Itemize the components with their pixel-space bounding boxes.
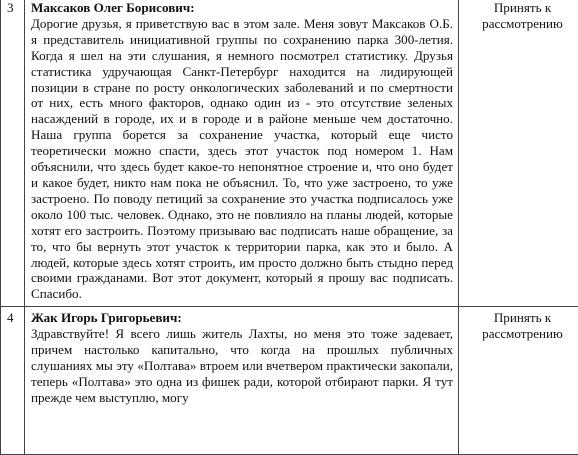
- speech-cell: [25, 307, 459, 455]
- speech-text: Здравствуйте! Я всего лишь житель Лахты, но меня это тоже задевает, причем настолько капитально, что когда на прошлых публичных слушаниях мы эту «Полтава» втроем или вчетвером практически закопали, теперь «Полтава» это одна из фишек ради, которой отбирают парки. Я тут прежде чем выступлю, могу: [31, 326, 453, 406]
- speaker-name: Максаков Олег Борисович:: [31, 0, 453, 16]
- speech-text: Дорогие друзья, я приветствую вас в этом зале. Меня зовут Максаков О.Б. я представитель инициативной группы по сохранению парка 300-летия. Когда я шел на эти слушания, я немного посмотрел статистику. Друзья статистика удручающая Санкт-Петербург находится на лидирующей позиции в стране по росту онкологических заболеваний и по смертности от них, есть много факторов, однако один из - это отсутствие зеленых насаждений в городе, их и в городе и в районе меньше чем достаточно. Наша группа борется за сохранение участка, который еще чисто теоретически можно спасти, здесь этот участок под номером 1. Нам объяснили, что здесь будет какое-то непонятное строение и, что оно будет и какое будет, никто нам пока не объяснил. То, что уже застроено, то уже застроено. По поводу петиций за сохранение это участка подписалось уже около 100 тыс. человек. Однако, это не повлияло на планы людей, которые хотят его застроить. Поэтому призываю вас подписать наше обращение, за то, что бы вернуть этот участок к территории парка, как это и было. А людей, которые здесь хотят строить, им просто должно быть стыдно перед своими гражданами. Вот этот документ, который я прошу вас подписать. Спасибо.: [31, 16, 453, 302]
- speech-cell: [25, 0, 459, 307]
- row-number: 4: [1, 307, 25, 455]
- decision-cell: Принять к рассмотрению: [459, 0, 578, 307]
- decision-cell: Принять к рассмотрению: [459, 307, 578, 455]
- row-number: 3: [1, 0, 25, 307]
- speaker-name: Жак Игорь Григорьевич:: [31, 310, 453, 326]
- table-row: [1, 0, 578, 307]
- table-row: [1, 307, 578, 455]
